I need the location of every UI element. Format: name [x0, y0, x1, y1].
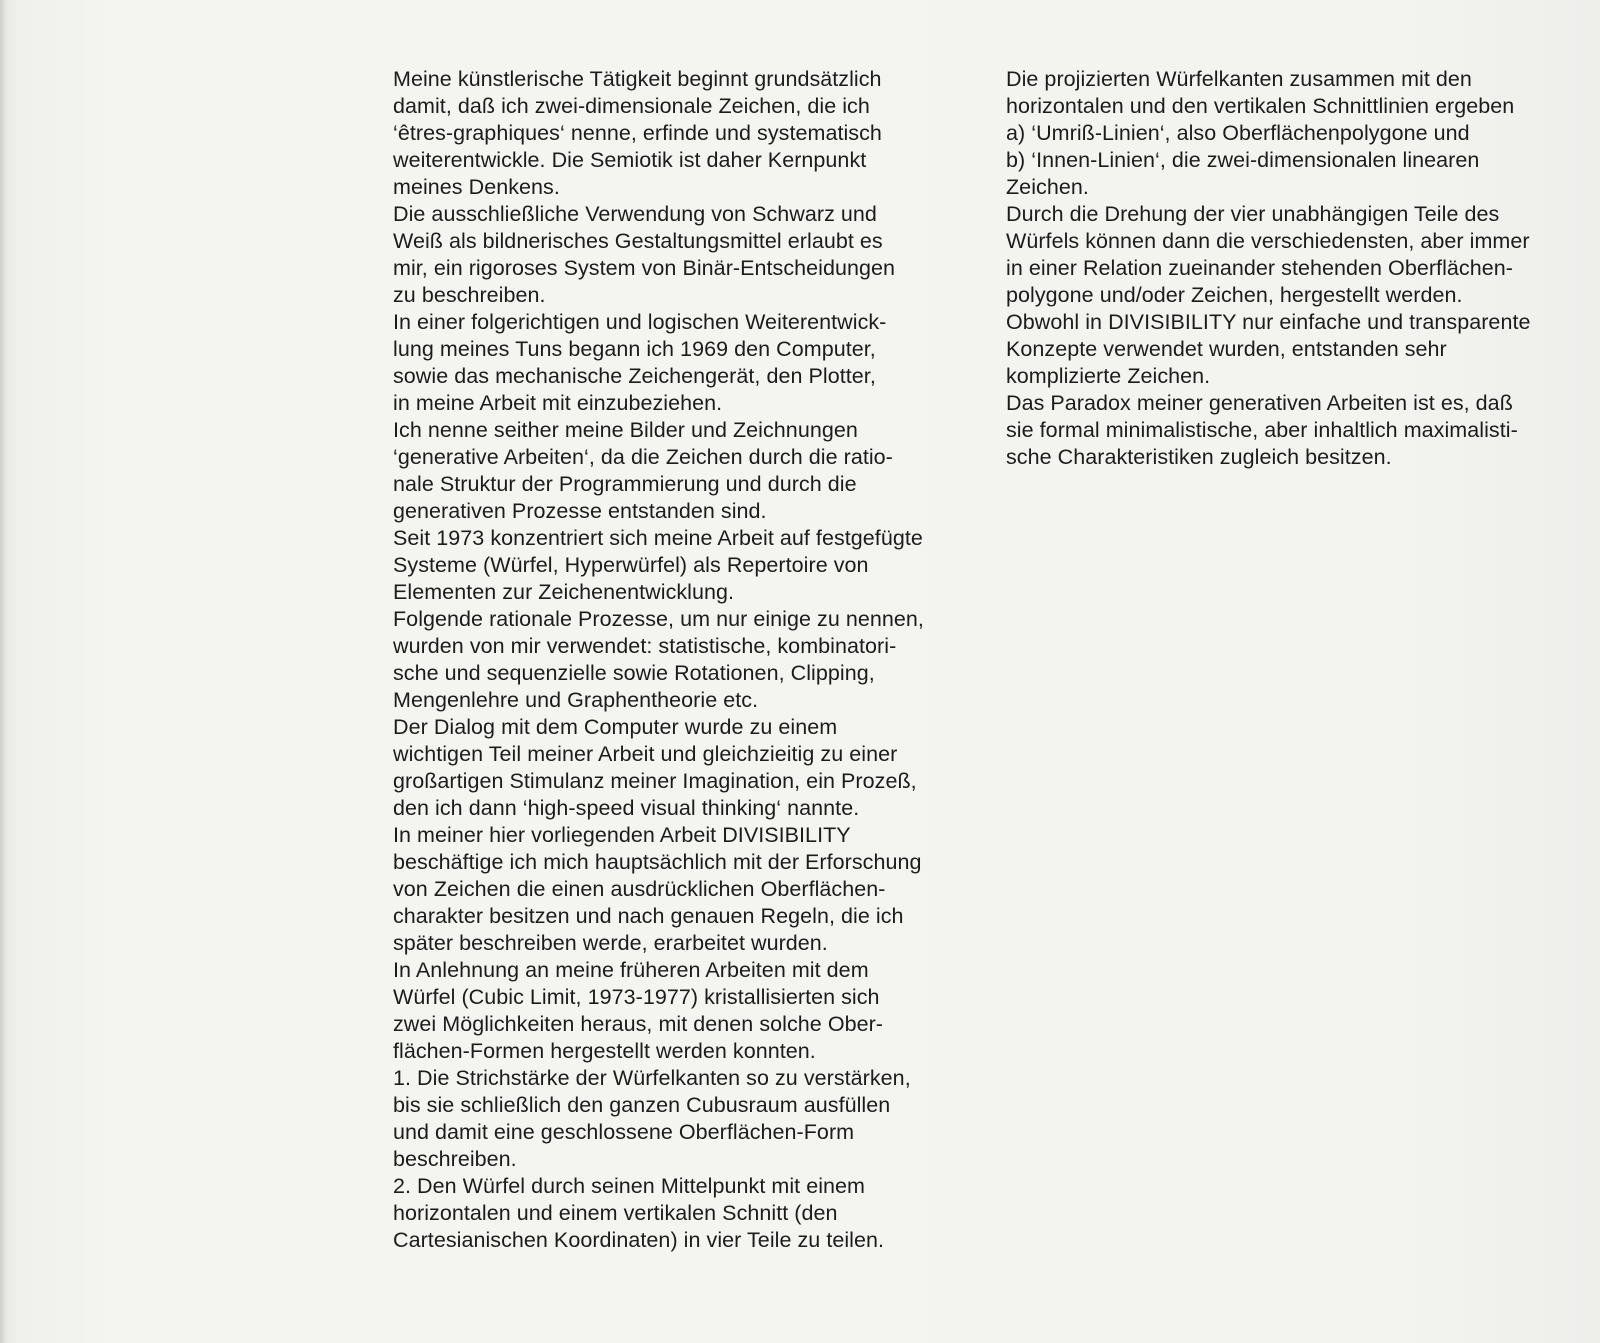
text-line: komplizierte Zeichen.	[1006, 364, 1211, 388]
text-line: Folgende rationale Prozesse, um nur einige zu nennen,	[393, 607, 924, 631]
text-line: lung meines Tuns begann ich 1969 den Computer,	[393, 337, 876, 361]
text-line: wurden von mir verwendet: statistische, kombinatori-	[393, 634, 897, 658]
text-line: Würfels können dann die verschiedensten, aber immer	[1006, 229, 1530, 253]
text-line: Würfel (Cubic Limit, 1973-1977) kristallisierten sich	[393, 985, 880, 1009]
text-line: polygone und/oder Zeichen, hergestellt werden.	[1006, 283, 1463, 307]
text-line: horizontalen und den vertikalen Schnittlinien ergeben	[1006, 94, 1515, 118]
text-line: Ich nenne seither meine Bilder und Zeichnungen	[393, 418, 858, 442]
text-line: damit, daß ich zwei-dimensionale Zeichen, die ich	[393, 94, 870, 118]
text-line: mir, ein rigoroses System von Binär-Entscheidungen	[393, 256, 896, 280]
text-line: von Zeichen die einen ausdrücklichen Oberflächen-	[393, 877, 886, 901]
text-line: a) ‘Umriß-Linien‘, also Oberflächenpolygone und	[1006, 121, 1470, 145]
text-line: generativen Prozesse entstanden sind.	[393, 499, 767, 523]
text-line: flächen-Formen hergestellt werden konnten.	[393, 1039, 816, 1063]
text-line: nale Struktur der Programmierung und durch die	[393, 472, 857, 496]
text-line: In meiner hier vorliegenden Arbeit DIVISIBILITY	[393, 823, 851, 847]
text-line: großartigen Stimulanz meiner Imagination, ein Prozeß,	[393, 769, 917, 793]
text-line: b) ‘Innen-Linien‘, die zwei-dimensionalen linearen	[1006, 148, 1480, 172]
text-line: Elementen zur Zeichenentwicklung.	[393, 580, 735, 604]
text-line: zu beschreiben.	[393, 283, 546, 307]
text-line: Cartesianischen Koordinaten) in vier Teile zu teilen.	[393, 1228, 885, 1252]
text-line: und damit eine geschlossene Oberflächen-Form	[393, 1120, 855, 1144]
text-line: In Anlehnung an meine früheren Arbeiten mit dem	[393, 958, 869, 982]
text-line: Seit 1973 konzentriert sich meine Arbeit auf festgefügte	[393, 526, 923, 550]
text-line: 2. Den Würfel durch seinen Mittelpunkt mit einem	[393, 1174, 866, 1198]
text-line: sche Charakteristiken zugleich besitzen.	[1006, 445, 1392, 469]
text-line: Meine künstlerische Tätigkeit beginnt grundsätzlich	[393, 67, 882, 91]
text-line: zwei Möglichkeiten heraus, mit denen solche Ober-	[393, 1012, 884, 1036]
text-line: Konzepte verwendet wurden, entstanden sehr	[1006, 337, 1447, 361]
text-line: sowie das mechanische Zeichengerät, den Plotter,	[393, 364, 876, 388]
left-text-column	[393, 66, 993, 1254]
text-line: Systeme (Würfel, Hyperwürfel) als Repertoire von	[393, 553, 869, 577]
text-line: In einer folgerichtigen und logischen Weiterentwick-	[393, 310, 887, 334]
text-line: bis sie schließlich den ganzen Cubusraum ausfüllen	[393, 1093, 891, 1117]
text-line: wichtigen Teil meiner Arbeit und gleichzieitig zu einer	[393, 742, 898, 766]
text-line: Zeichen.	[1006, 175, 1089, 199]
page-edge	[0, 0, 6, 1343]
text-line: ‘êtres-graphiques‘ nenne, erfinde und systematisch	[393, 121, 882, 145]
right-text-column	[1006, 66, 1596, 471]
text-line: den ich dann ‘high-speed visual thinking‘ nannte.	[393, 796, 860, 820]
text-line: Das Paradox meiner generativen Arbeiten ist es, daß	[1006, 391, 1513, 415]
text-line: horizontalen und einem vertikalen Schnitt (den	[393, 1201, 838, 1225]
text-line: meines Denkens.	[393, 175, 560, 199]
text-line: sche und sequenzielle sowie Rotationen, Clipping,	[393, 661, 875, 685]
text-line: 1. Die Strichstärke der Würfelkanten so zu verstärken,	[393, 1066, 911, 1090]
text-line: weiterentwickle. Die Semiotik ist daher Kernpunkt	[393, 148, 867, 172]
text-line: Die ausschließliche Verwendung von Schwarz und	[393, 202, 877, 226]
text-line: beschäftige ich mich hauptsächlich mit der Erforschung	[393, 850, 922, 874]
text-line: Obwohl in DIVISIBILITY nur einfache und transparente	[1006, 310, 1531, 334]
text-line: charakter besitzen und nach genauen Regeln, die ich	[393, 904, 904, 928]
text-line: später beschreiben werde, erarbeitet wurden.	[393, 931, 828, 955]
text-line: Mengenlehre und Graphentheorie etc.	[393, 688, 759, 712]
text-line: Durch die Drehung der vier unabhängigen Teile des	[1006, 202, 1500, 226]
text-line: beschreiben.	[393, 1147, 517, 1171]
text-line: in meine Arbeit mit einzubeziehen.	[393, 391, 723, 415]
text-line: Der Dialog mit dem Computer wurde zu einem	[393, 715, 838, 739]
text-line: Die projizierten Würfelkanten zusammen mit den	[1006, 67, 1472, 91]
text-line: in einer Relation zueinander stehenden Oberflächen-	[1006, 256, 1513, 280]
text-line: sie formal minimalistische, aber inhaltlich maximalisti-	[1006, 418, 1518, 442]
text-line: Weiß als bildnerisches Gestaltungsmittel erlaubt es	[393, 229, 883, 253]
text-line: ‘generative Arbeiten‘, da die Zeichen durch die ratio-	[393, 445, 893, 469]
